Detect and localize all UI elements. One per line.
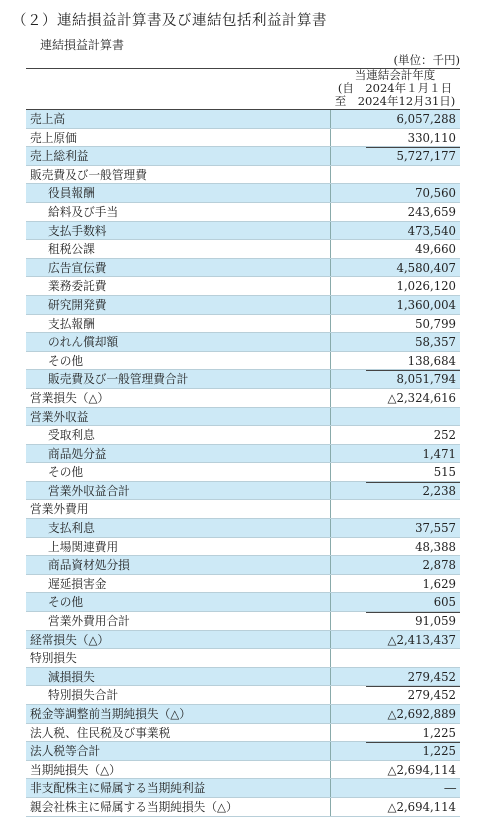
column-separator — [330, 612, 331, 630]
row-label: 非支配株主に帰属する当期純利益 — [30, 781, 206, 796]
row-label: その他 — [48, 595, 84, 610]
subtotal-rule — [366, 686, 460, 687]
row-label: 税金等調整前当期純損失（△） — [30, 707, 191, 721]
row-value: 473,540 — [407, 223, 456, 238]
period-title: 当連結会計年度 — [354, 68, 436, 82]
unit-label: (単位：千円) — [393, 53, 460, 67]
row-value: △2,694,114 — [387, 762, 456, 777]
column-separator — [330, 352, 331, 370]
table-row — [26, 184, 460, 203]
row-label: 給料及び手当 — [48, 204, 119, 219]
row-value: 252 — [433, 428, 456, 443]
column-separator — [330, 798, 331, 816]
row-value: 279,452 — [407, 669, 456, 684]
row-value: △2,324,616 — [387, 390, 456, 405]
column-separator — [330, 426, 331, 444]
row-label: 業務委託費 — [48, 279, 107, 294]
row-label: 受取利息 — [48, 428, 95, 443]
table-row — [26, 408, 460, 427]
column-separator — [330, 668, 331, 686]
column-separator — [330, 500, 331, 518]
row-label: 販売費及び一般管理費合計 — [48, 372, 189, 387]
column-separator — [330, 556, 331, 574]
row-label: 売上原価 — [30, 130, 77, 145]
row-label: 親会社株主に帰属する当期純損失（△） — [30, 799, 238, 814]
column-separator — [330, 129, 331, 147]
column-separator — [330, 315, 331, 333]
column-separator — [330, 463, 331, 481]
row-value: 2,878 — [422, 558, 456, 573]
column-separator — [330, 761, 331, 779]
row-value: 37,557 — [415, 521, 456, 536]
row-value: △2,694,114 — [387, 799, 456, 814]
subtotal-rule — [366, 742, 460, 743]
row-value: 91,059 — [415, 614, 456, 629]
statement-subtitle: 連結損益計算書 — [40, 38, 125, 52]
period-from: (自 2024年１月１日 — [337, 81, 453, 95]
row-value: △2,692,889 — [387, 707, 456, 721]
row-label: 支払手数料 — [48, 223, 107, 238]
table-row — [26, 500, 460, 519]
table-row — [26, 798, 460, 817]
column-separator — [330, 389, 331, 407]
row-label: 支払報酬 — [48, 316, 95, 331]
table-row — [26, 352, 460, 371]
table-row — [26, 668, 460, 687]
page-title: （２）連結損益計算書及び連結包括利益計算書 — [12, 13, 327, 29]
period-column-header — [330, 69, 460, 108]
table-row — [26, 482, 460, 501]
table-row — [26, 259, 460, 278]
column-separator — [330, 779, 331, 797]
column-separator — [330, 222, 331, 240]
table-row — [26, 724, 460, 743]
row-label: 商品資材処分損 — [48, 558, 130, 573]
row-value: 243,659 — [407, 204, 456, 219]
column-separator — [330, 184, 331, 202]
row-label: 売上高 — [30, 112, 66, 126]
table-row — [26, 649, 460, 668]
row-label: のれん償却額 — [48, 335, 119, 350]
row-value: 48,388 — [415, 539, 456, 554]
column-separator — [330, 296, 331, 314]
column-separator — [330, 724, 331, 742]
row-label: 研究開発費 — [48, 297, 107, 312]
table-row — [26, 129, 460, 148]
row-label: 特別損失 — [30, 651, 77, 666]
column-separator — [330, 593, 331, 611]
table-row — [26, 445, 460, 464]
table-row — [26, 742, 460, 761]
row-value: 8,051,794 — [396, 372, 456, 387]
table-row — [26, 631, 460, 650]
column-separator — [330, 742, 331, 760]
row-value: 49,660 — [415, 242, 456, 257]
subtotal-rule — [366, 370, 460, 371]
column-separator — [330, 408, 331, 426]
row-label: 広告宣伝費 — [48, 260, 107, 275]
row-value: 605 — [433, 595, 456, 610]
table-row — [26, 519, 460, 538]
income-statement-table — [26, 109, 460, 817]
row-value: △2,413,437 — [387, 632, 456, 647]
row-label: 商品処分益 — [48, 446, 107, 461]
column-separator — [330, 203, 331, 221]
table-row — [26, 779, 460, 798]
row-value: 515 — [433, 465, 456, 480]
row-label: その他 — [48, 353, 84, 368]
table-row — [26, 147, 460, 166]
row-label: 上場関連費用 — [48, 539, 119, 554]
row-label: 営業損失（△） — [30, 390, 110, 405]
column-separator — [330, 147, 331, 165]
column-separator — [330, 482, 331, 500]
row-value: 5,727,177 — [396, 149, 456, 164]
column-separator — [330, 110, 331, 128]
row-value: 330,110 — [407, 130, 456, 145]
row-label: 減損損失 — [48, 669, 95, 684]
table-row — [26, 463, 460, 482]
column-separator — [330, 370, 331, 388]
row-value: ― — [444, 781, 456, 796]
column-separator — [330, 240, 331, 258]
table-row — [26, 761, 460, 780]
table-row — [26, 370, 460, 389]
row-value: 6,057,288 — [396, 112, 456, 126]
row-value: 4,580,407 — [396, 260, 456, 275]
column-separator — [330, 333, 331, 351]
row-value: 2,238 — [422, 483, 456, 498]
table-row — [26, 110, 460, 129]
row-label: 特別損失合計 — [48, 688, 119, 703]
row-label: 租税公課 — [48, 242, 95, 257]
row-label: 営業外費用 — [30, 502, 89, 517]
row-label: 営業外収益 — [30, 409, 89, 424]
table-row — [26, 593, 460, 612]
column-separator — [330, 538, 331, 556]
table-row — [26, 296, 460, 315]
period-to: 至 2024年12月31日) — [334, 94, 456, 108]
table-row — [26, 277, 460, 296]
column-separator — [330, 259, 331, 277]
row-value: 1,471 — [422, 446, 456, 461]
table-row — [26, 538, 460, 557]
table-row — [26, 222, 460, 241]
table-row — [26, 612, 460, 631]
table-row — [26, 333, 460, 352]
row-label: 当期純損失（△） — [30, 762, 121, 777]
row-value: 1,225 — [422, 744, 456, 759]
column-separator — [330, 277, 331, 295]
row-value: 1,026,120 — [396, 279, 456, 294]
column-separator — [330, 686, 331, 704]
table-row — [26, 686, 460, 705]
column-separator — [330, 631, 331, 649]
row-value: 279,452 — [407, 688, 456, 703]
table-row — [26, 240, 460, 259]
row-value: 1,225 — [422, 725, 456, 740]
table-row — [26, 389, 460, 408]
row-value: 1,629 — [422, 576, 456, 591]
subtotal-rule — [366, 482, 460, 483]
table-row — [26, 556, 460, 575]
row-value: 50,799 — [415, 316, 456, 331]
column-separator — [330, 649, 331, 667]
row-label: その他 — [48, 465, 84, 480]
row-label: 遅延損害金 — [48, 576, 107, 591]
subtotal-rule — [366, 147, 460, 148]
row-value: 58,357 — [415, 335, 456, 350]
column-separator — [330, 445, 331, 463]
row-label: 支払利息 — [48, 521, 95, 536]
row-label: 営業外費用合計 — [48, 614, 130, 629]
row-value: 70,560 — [415, 186, 456, 201]
row-label: 法人税等合計 — [30, 744, 101, 759]
subtotal-rule — [366, 612, 460, 613]
row-label: 経常損失（△） — [30, 632, 110, 647]
row-value: 138,684 — [407, 353, 456, 368]
column-separator — [330, 575, 331, 593]
table-row — [26, 705, 460, 724]
table-row — [26, 203, 460, 222]
row-label: 役員報酬 — [48, 186, 95, 201]
column-separator — [330, 705, 331, 723]
row-label: 法人税、住民税及び事業税 — [30, 725, 171, 740]
row-label: 営業外収益合計 — [48, 483, 130, 498]
table-row — [26, 575, 460, 594]
column-separator — [330, 519, 331, 537]
row-value: 1,360,004 — [396, 297, 456, 312]
table-row — [26, 426, 460, 445]
row-label: 販売費及び一般管理費 — [30, 167, 147, 182]
column-separator — [330, 166, 331, 184]
table-row — [26, 315, 460, 334]
row-label: 売上総利益 — [30, 149, 89, 164]
table-row — [26, 166, 460, 185]
